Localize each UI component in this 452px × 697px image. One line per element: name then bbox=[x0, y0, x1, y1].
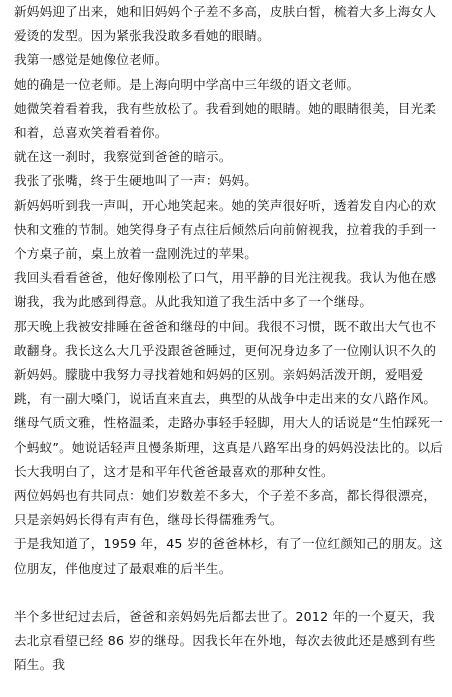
paragraph: 新妈妈听到我一声叫，开心地笑起来。她的笑声很好听，透着发自内心的欢快和文雅的节制。她笑得身子有点往后倾然后向前俯视我，拉着我的手到一个方桌子前，桌上放着一盘刚洗过的苹果。 bbox=[14, 197, 437, 262]
paragraph: 两位妈妈也有共同点：她们岁数差不多大，个子差不多高，都长得很漂亮，只是亲妈妈长得有声有色，继母长得儒雅秀气。 bbox=[14, 488, 437, 528]
paragraph: 半个多世纪过去后，爸爸和亲妈妈先后都去世了。2012 年的一个夏天，我去北京看望已经 86 岁的继母。因我长年在外地，每次去彼此还是感到有些陌生。我 bbox=[14, 608, 436, 673]
paragraph: 于是我知道了，1959 年，45 岁的爸爸林杉，有了一位红颜知己的朋友。这位朋友，伴他度过了最艰难的后半生。 bbox=[14, 536, 443, 576]
paragraph: 新妈妈迎了出来，她和旧妈妈个子差不多高，皮肤白皙，梳着大多上海女人爱烫的发型。因为紧张我没敢多看她的眼睛。 bbox=[14, 4, 437, 44]
paragraph: 我张了张嘴，终于生硬地叫了一声：妈妈。 bbox=[14, 173, 258, 189]
paragraph: 我第一感觉是她像位老师。 bbox=[14, 52, 168, 68]
paragraph: 她微笑着看着我，我有些放松了。我看到她的眼睛。她的眼睛很美，目光柔和着，总喜欢笑着看着你。 bbox=[14, 100, 437, 141]
paragraph-gap bbox=[14, 581, 446, 605]
paragraph: 那天晚上我被安排睡在爸爸和继母的中间。我很不习惯，既不敢出大气也不敢翻身。我长这么大几乎没跟爸爸睡过，更何况身边多了一位刚认识不久的新妈妈。朦胧中我努力寻找着她和妈妈的区别。亲妈妈活泼开朗，爱唱爱跳，有一副大嗓门，说话直来直去，典型的从战争中走出来的女八路作风。继母气质文雅，性格温柔，走路办事轻手轻脚，用大人的话说是“生怕踩死一个蚂蚁”。她说话轻声且慢条斯理，这真是八路军出身的妈妈没法比的。以后长大我明白了，这才是和平年代爸爸最喜欢的那种女性。 bbox=[14, 318, 443, 479]
paragraph: 她的确是一位老师。是上海向明中学高中三年级的语文老师。 bbox=[14, 76, 360, 92]
paragraph: 我回头看看爸爸，他好像刚松了口气，用平静的目光注视我。我认为他在感谢我，我为此感到得意。从此我知道了我生活中多了一个继母。 bbox=[14, 270, 437, 310]
paragraph: 就在这一刹时，我察觉到爸爸的暗示。 bbox=[14, 149, 232, 165]
